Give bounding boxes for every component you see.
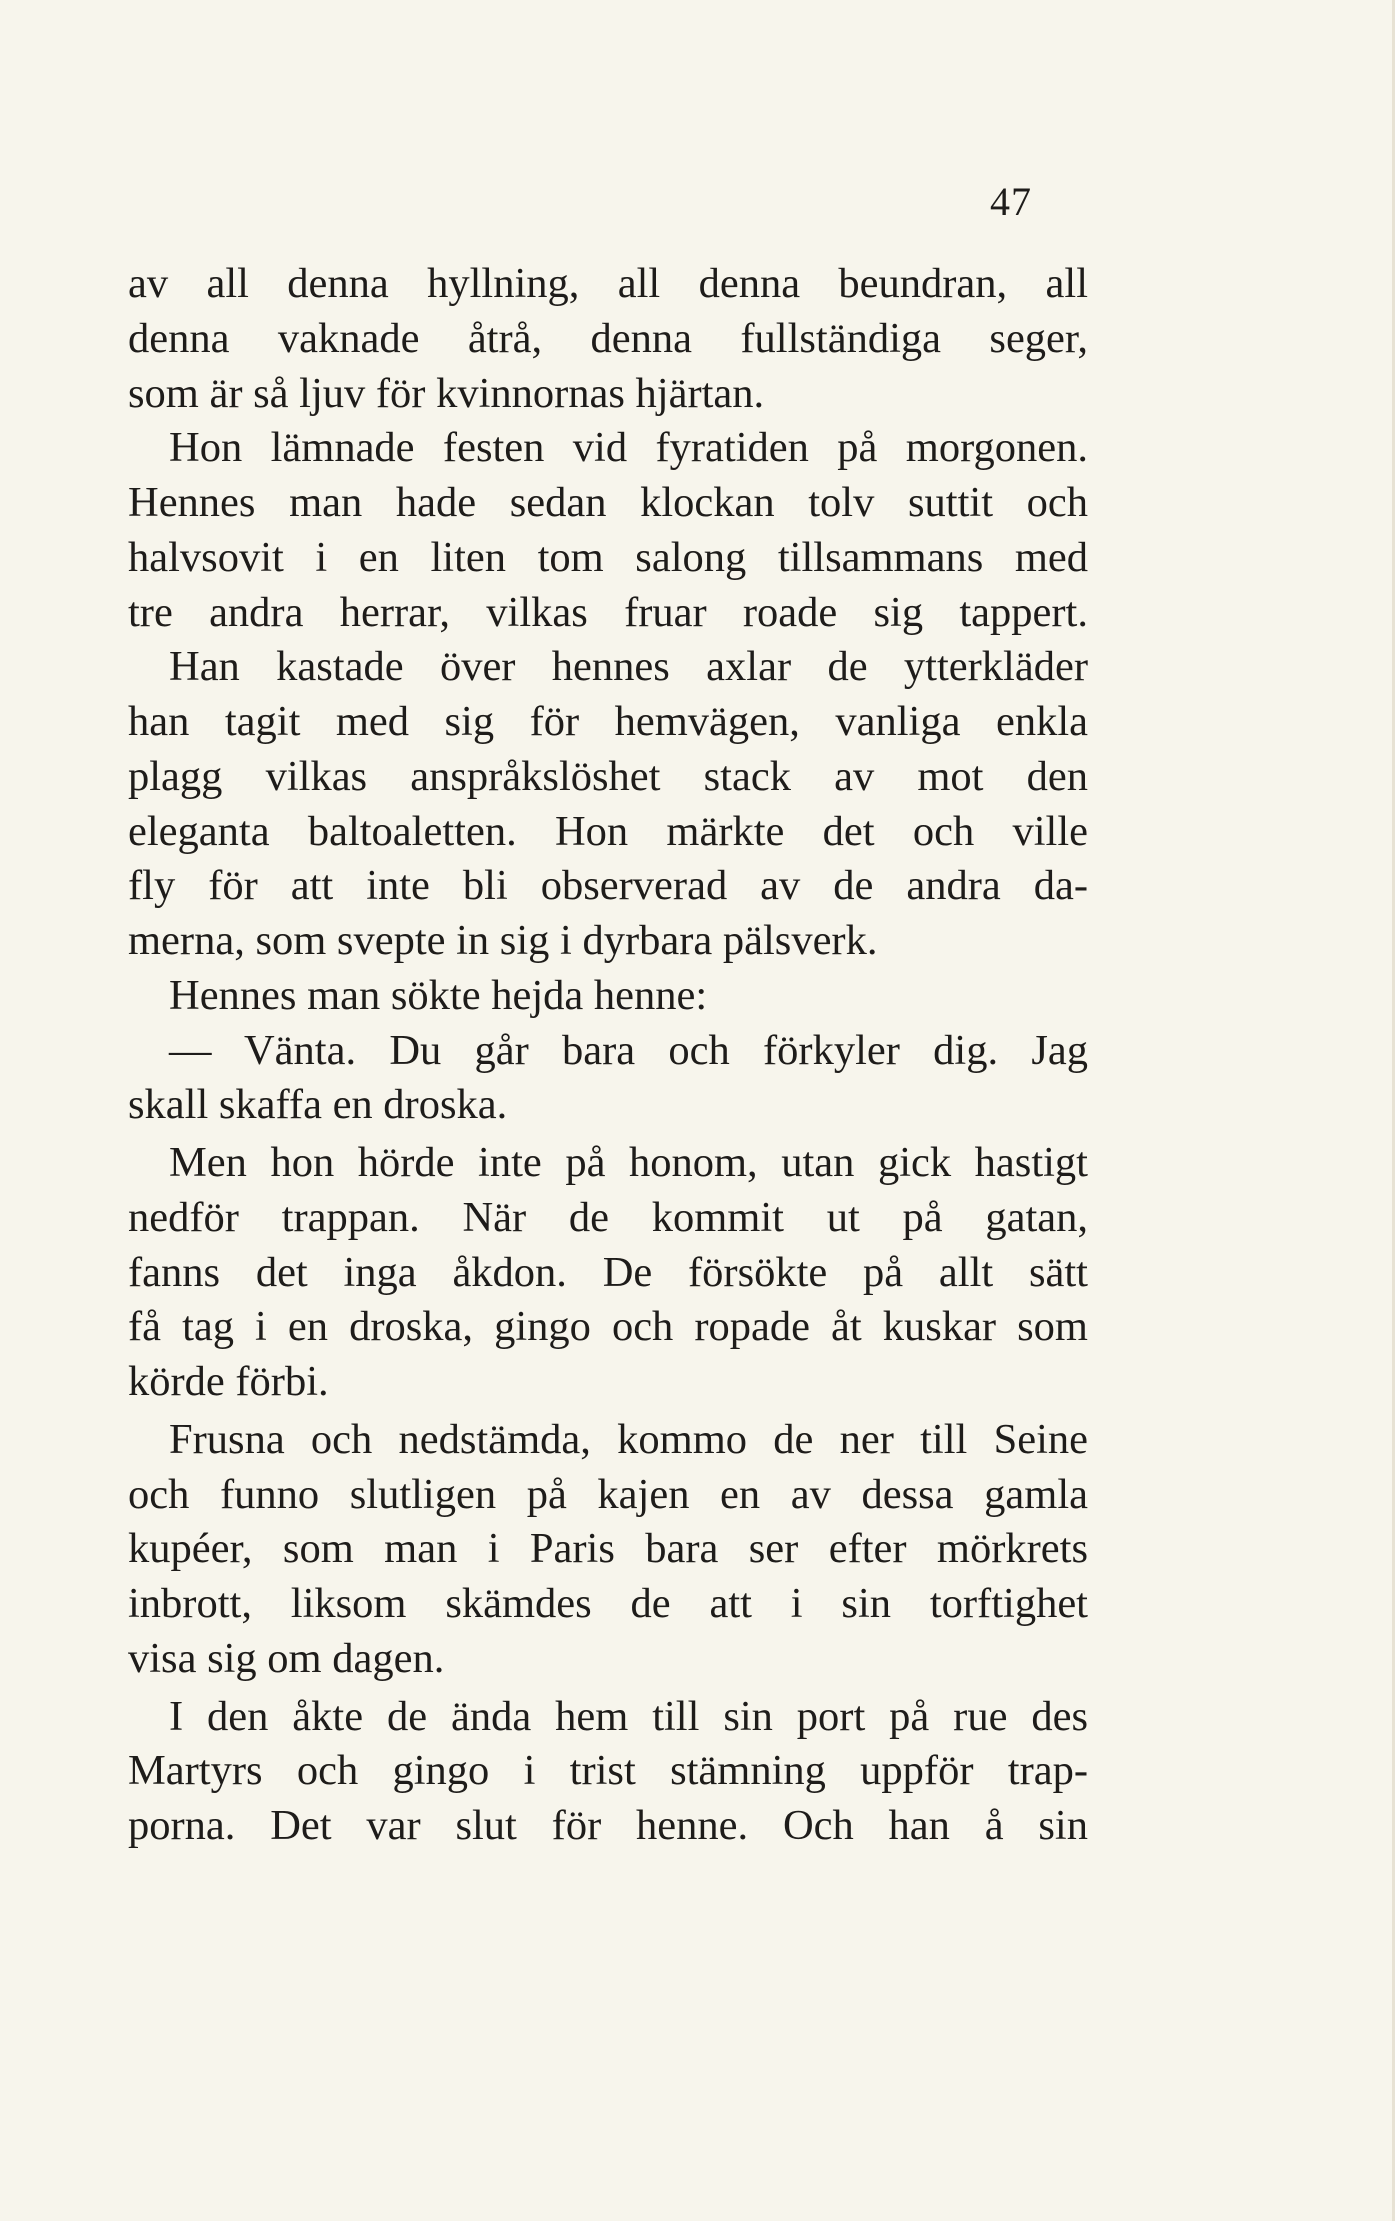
text-line: eleganta baltoaletten. Hon märkte det och ville	[128, 807, 1088, 855]
text-line: — Vänta. Du går bara och förkyler dig. Jag	[169, 1026, 1088, 1074]
text-line: visa sig om dagen.	[128, 1634, 445, 1682]
text-line: merna, som svepte in sig i dyrbara pälsverk.	[128, 917, 878, 964]
text-line: halvsovit i en liten tom salong tillsammans med	[128, 533, 1088, 581]
text-line: tre andra herrar, vilkas fruar roade sig tappert.	[128, 588, 1088, 636]
text-line: denna vaknade åtrå, denna fullständiga seger,	[128, 314, 1088, 362]
text-line: plagg vilkas anspråkslöshet stack av mot den	[128, 752, 1088, 800]
text-line: fly för att inte bli observerad av de andra da-	[128, 862, 1088, 910]
text-line: körde förbi.	[128, 1358, 329, 1405]
text-line: som är så ljuv för kvinnornas hjärtan.	[128, 369, 765, 417]
text-line: han tagit med sig för hemvägen, vanliga enkla	[128, 698, 1088, 745]
page-number: 47	[990, 179, 1032, 224]
text-line: Han kastade över hennes axlar de ytterkläder	[169, 643, 1088, 691]
text-line: Martyrs och gingo i trist stämning uppför trap-	[128, 1747, 1088, 1795]
text-line: I den åkte de ända hem till sin port på rue des	[169, 1692, 1088, 1740]
text-line: nedför trappan. När de kommit ut på gatan,	[128, 1193, 1088, 1241]
text-line: Hon lämnade festen vid fyratiden på morgonen.	[169, 424, 1088, 472]
text-line: Frusna och nedstämda, kommo de ner till Seine	[169, 1415, 1088, 1463]
body-text	[128, 257, 1088, 1854]
text-line: Men hon hörde inte på honom, utan gick hastigt	[169, 1139, 1088, 1186]
text-line: skall skaffa en droska.	[128, 1081, 508, 1129]
text-line: Hennes man hade sedan klockan tolv suttit och	[128, 479, 1088, 526]
text-line: Hennes man sökte hejda henne:	[169, 971, 708, 1019]
text-line: porna. Det var slut för henne. Och han å sin	[128, 1802, 1088, 1849]
text-line: och funno slutligen på kajen en av dessa gamla	[128, 1470, 1088, 1518]
text-line: fanns det inga åkdon. De försökte på allt sätt	[128, 1248, 1088, 1296]
text-line: kupéer, som man i Paris bara ser efter mörkrets	[128, 1525, 1088, 1573]
text-line: inbrott, liksom skämdes de att i sin torftighet	[128, 1580, 1088, 1627]
text-line: få tag i en droska, gingo och ropade åt kuskar som	[128, 1303, 1088, 1351]
text-line: av all denna hyllning, all denna beundran, all	[128, 260, 1088, 307]
